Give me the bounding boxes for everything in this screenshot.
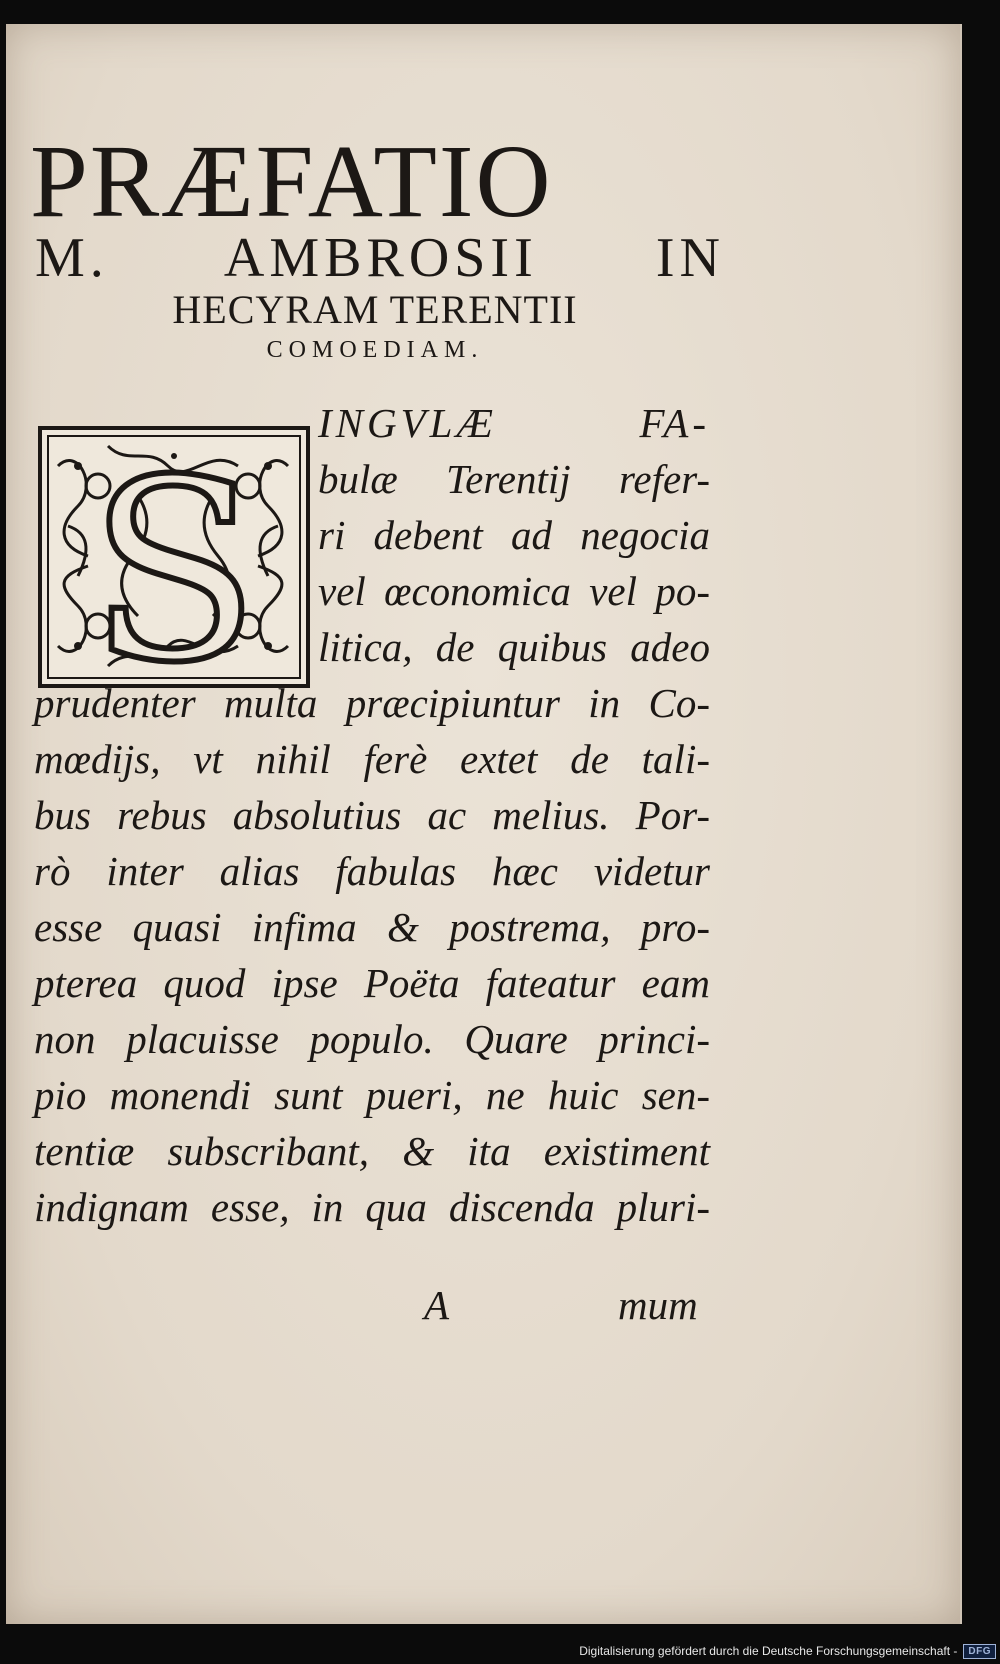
catchword: mum bbox=[618, 1282, 698, 1328]
text-line: rò inter alias fabulas hæc videtur bbox=[34, 848, 710, 894]
digitization-footer bbox=[579, 1640, 996, 1662]
initial-letter: S bbox=[88, 426, 260, 688]
text-line: bus rebus absolutius ac melius. Por- bbox=[34, 792, 710, 838]
text-line: vel œconomica vel po- bbox=[318, 568, 710, 614]
dfg-logo-icon[interactable]: DFG bbox=[963, 1644, 996, 1659]
title-line-3: HECYRAM TERENTII bbox=[172, 287, 578, 332]
text-line: mœdijs, vt nihil ferè extet de tali- bbox=[34, 736, 710, 782]
text-line: litica, de quibus adeo bbox=[318, 624, 710, 670]
text-line: INGVLÆ FA- bbox=[318, 400, 710, 446]
text-line: pterea quod ipse Poëta fateatur eam bbox=[34, 960, 710, 1006]
decorated-initial bbox=[38, 426, 310, 688]
text-line: indignam esse, in qua discenda pluri- bbox=[34, 1184, 710, 1230]
text-line: esse quasi infima & postrema, pro- bbox=[34, 904, 710, 950]
text-line: pio monendi sunt pueri, ne huic sen- bbox=[34, 1072, 710, 1118]
title-line-2: M. AMBROSII IN bbox=[35, 227, 725, 289]
title-line-4: COMOEDIAM. bbox=[266, 337, 484, 363]
footer-text: Digitalisierung gefördert durch die Deutsche Forschungsgemeinschaft - bbox=[579, 1644, 958, 1658]
text-line: non placuisse populo. Quare princi- bbox=[34, 1016, 710, 1062]
text-line: ri debent ad negocia bbox=[318, 512, 710, 558]
text-line: prudenter multa præcipiuntur in Co- bbox=[34, 680, 710, 726]
text-line: bulæ Terentij refer- bbox=[318, 456, 710, 502]
text-line: tentiæ subscribant, & ita existiment bbox=[34, 1128, 710, 1174]
title-line-1: PRÆFATIO bbox=[30, 124, 553, 239]
signature-mark: A bbox=[424, 1282, 450, 1328]
